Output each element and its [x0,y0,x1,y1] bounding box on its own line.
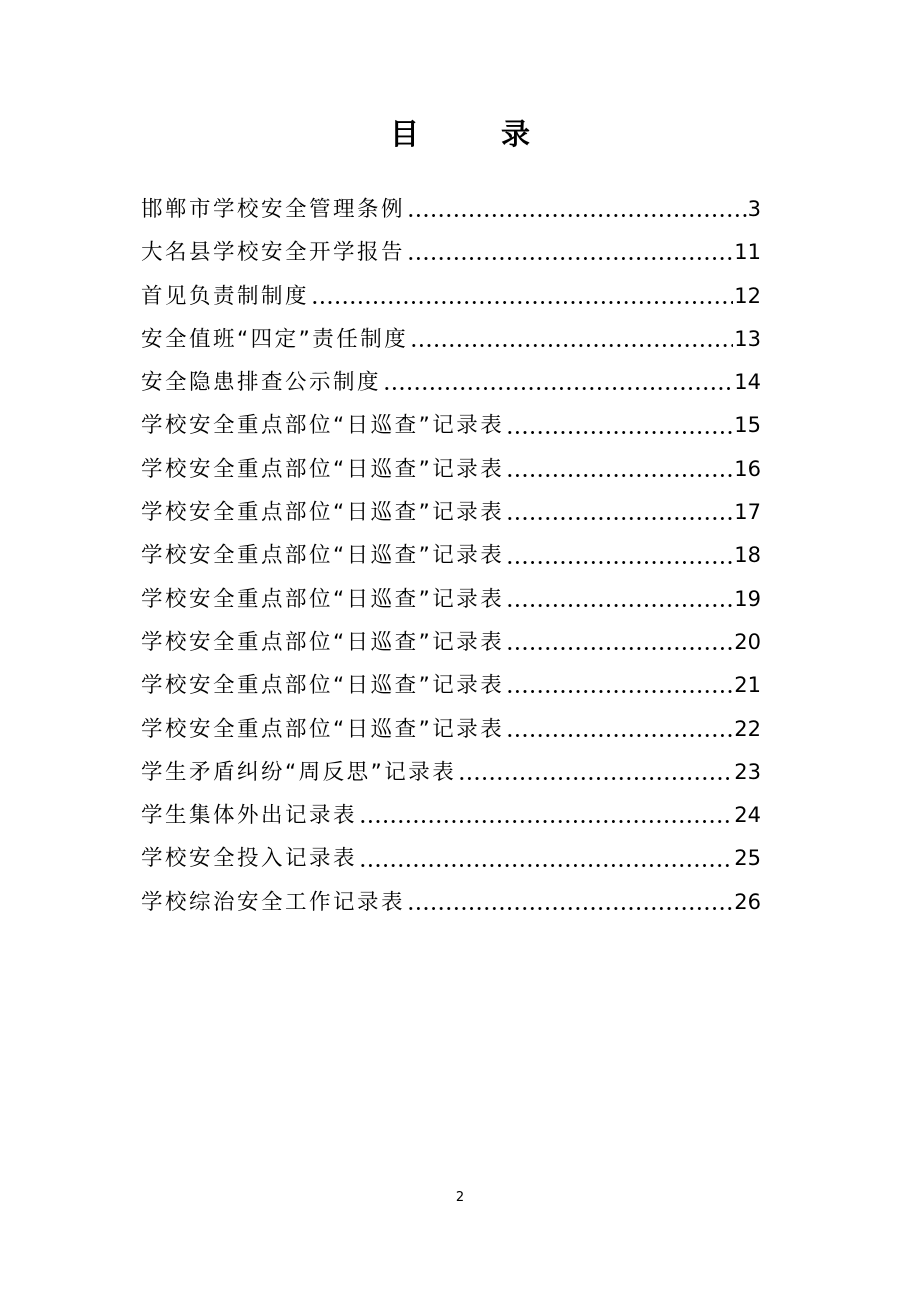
toc-entry-label: 学校安全重点部位“日巡查”记录表 [141,629,505,655]
toc-entry-page: 24 [734,803,761,828]
toc-entry[interactable] [141,621,761,664]
toc-entry-page: 25 [734,846,761,871]
toc-entry-page: 17 [734,500,761,525]
toc-dot-leader [410,344,733,347]
toc-entry[interactable] [141,491,761,534]
toc-entry-page: 3 [747,197,761,221]
toc-dot-leader [359,864,733,867]
toc-entry-label: 学生矛盾纠纷“周反思”记录表 [141,759,457,785]
toc-dot-leader [458,777,733,780]
toc-entry-page: 16 [734,456,761,481]
toc-entry-page: 12 [734,283,761,308]
toc-entry-label: 首见负责制制度 [141,283,310,309]
toc-entry[interactable] [141,318,761,361]
toc-entry-page: 22 [734,716,761,741]
toc-entry-label: 安全值班“四定”责任制度 [141,326,409,352]
toc-entry[interactable] [141,751,761,794]
toc-entry-page: 26 [734,889,761,914]
toc-entry-label: 大名县学校安全开学报告 [141,240,406,266]
toc-entry-label: 学生集体外出记录表 [141,803,358,829]
toc-dot-leader [407,257,733,260]
toc-dot-leader [506,604,733,607]
toc-entry-label: 学校安全重点部位“日巡查”记录表 [141,413,505,439]
toc-entry-label: 安全隐患排查公示制度 [141,370,382,396]
toc-dot-leader [506,561,733,564]
toc-entry-label: 学校安全重点部位“日巡查”记录表 [141,673,505,699]
toc-dot-leader [506,647,733,650]
toc-entry[interactable] [141,708,761,751]
toc-entry-label: 学校综治安全工作记录表 [141,889,406,915]
toc-dot-leader [311,301,733,304]
toc-title: 目 录 [389,117,567,151]
toc-dot-leader [506,690,733,693]
toc-entry[interactable] [141,664,761,707]
toc-entry-page: 15 [734,413,761,438]
toc-entry-page: 18 [734,543,761,568]
toc-entry[interactable] [141,448,761,491]
toc-entry-page: 21 [734,673,761,698]
toc-list [141,188,761,924]
toc-entry-label: 学校安全重点部位“日巡查”记录表 [141,586,505,612]
footer-page-number: 2 [455,1190,465,1205]
toc-dot-leader [407,214,747,217]
toc-entry-label: 学校安全投入记录表 [141,846,358,872]
toc-entry-label: 学校安全重点部位“日巡查”记录表 [141,500,505,526]
toc-entry-page: 11 [734,240,761,265]
toc-entry-page: 14 [734,370,761,395]
toc-entry-label: 学校安全重点部位“日巡查”记录表 [141,456,505,482]
toc-entry[interactable] [141,361,761,404]
toc-dot-leader [407,907,733,910]
toc-entry[interactable] [141,578,761,621]
toc-entry[interactable] [141,534,761,577]
toc-entry[interactable] [141,404,761,447]
toc-entry-page: 13 [734,326,761,351]
toc-entry-page: 20 [734,629,761,654]
toc-entry[interactable] [141,275,761,318]
toc-entry-label: 学校安全重点部位“日巡查”记录表 [141,543,505,569]
toc-dot-leader [506,517,733,520]
toc-entry-label: 邯郸市学校安全管理条例 [141,197,406,222]
toc-entry[interactable] [141,231,761,274]
toc-dot-leader [383,387,733,390]
toc-dot-leader [506,734,733,737]
toc-dot-leader [506,431,733,434]
toc-entry[interactable] [141,188,761,231]
toc-entry-page: 23 [734,759,761,784]
toc-dot-leader [359,820,733,823]
toc-entry[interactable] [141,881,761,924]
toc-entry-label: 学校安全重点部位“日巡查”记录表 [141,716,505,742]
toc-entry-page: 19 [734,586,761,611]
toc-entry[interactable] [141,794,761,837]
toc-dot-leader [506,474,733,477]
toc-entry[interactable] [141,837,761,880]
